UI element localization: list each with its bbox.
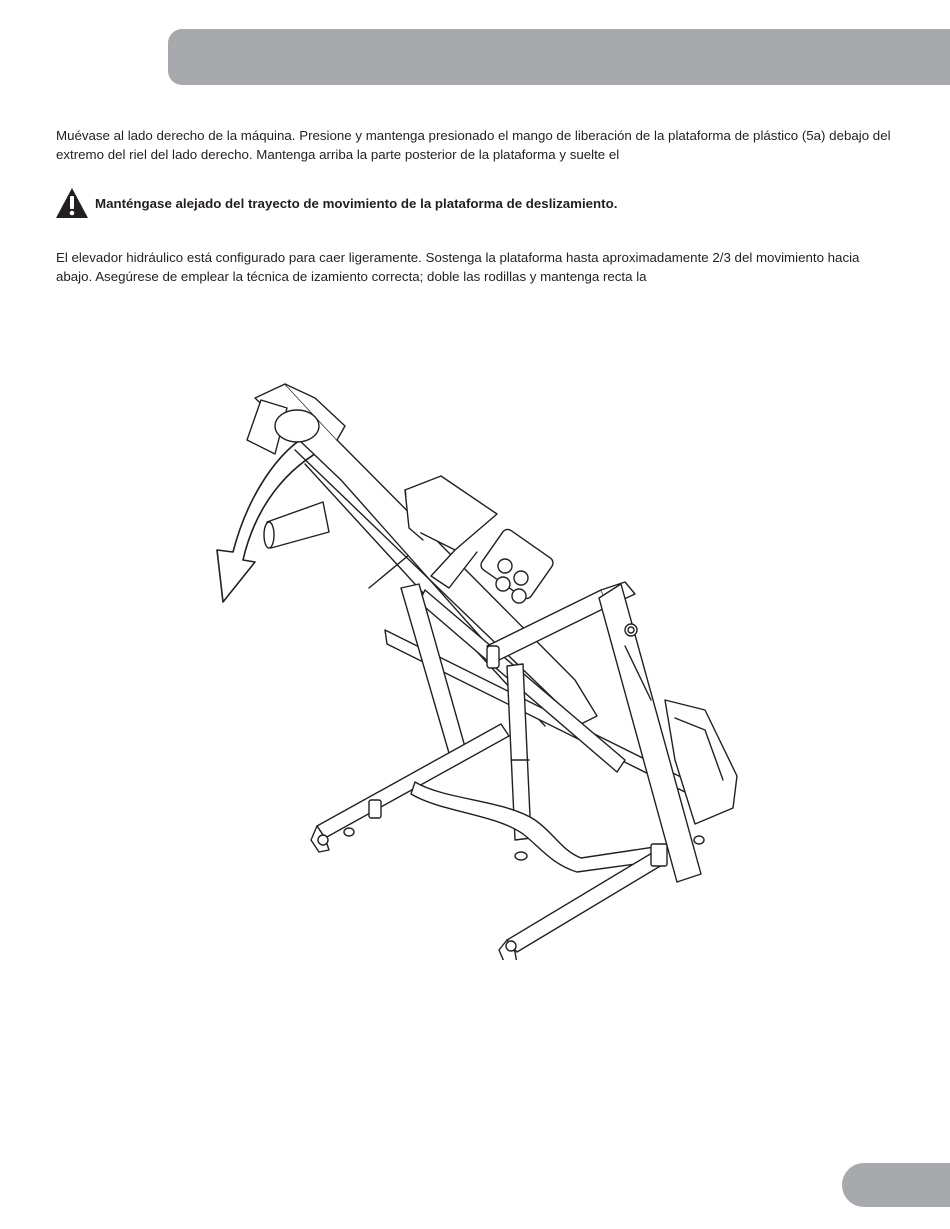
warning-notice [55, 187, 617, 219]
warning-text: Manténgase alejado del trayecto de movimiento de la plataforma de deslizamiento. [95, 195, 618, 211]
instruction-paragraph-2: El elevador hidráulico está configurado para caer ligeramente. Sostenga la plataforma hasta aproximadamente 2/3 del movimiento hacia abajo. Asegúrese de emplear la técnica de izamiento correcta; doble las rodillas y mantenga recta la [56, 250, 860, 284]
warning-triangle-icon [55, 187, 89, 219]
page-number-tab [842, 1163, 950, 1207]
instruction-paragraph-1: Muévase al lado derecho de la máquina. Presione y mantenga presionado el mango de liberación de la plataforma de plástico (5a) debajo del extremo del riel del lado derecho. Mantenga arriba la parte posterior de la plataforma y suelte el [56, 128, 891, 162]
header-bar [168, 29, 950, 85]
treadmill-folding-illustration [205, 380, 755, 960]
